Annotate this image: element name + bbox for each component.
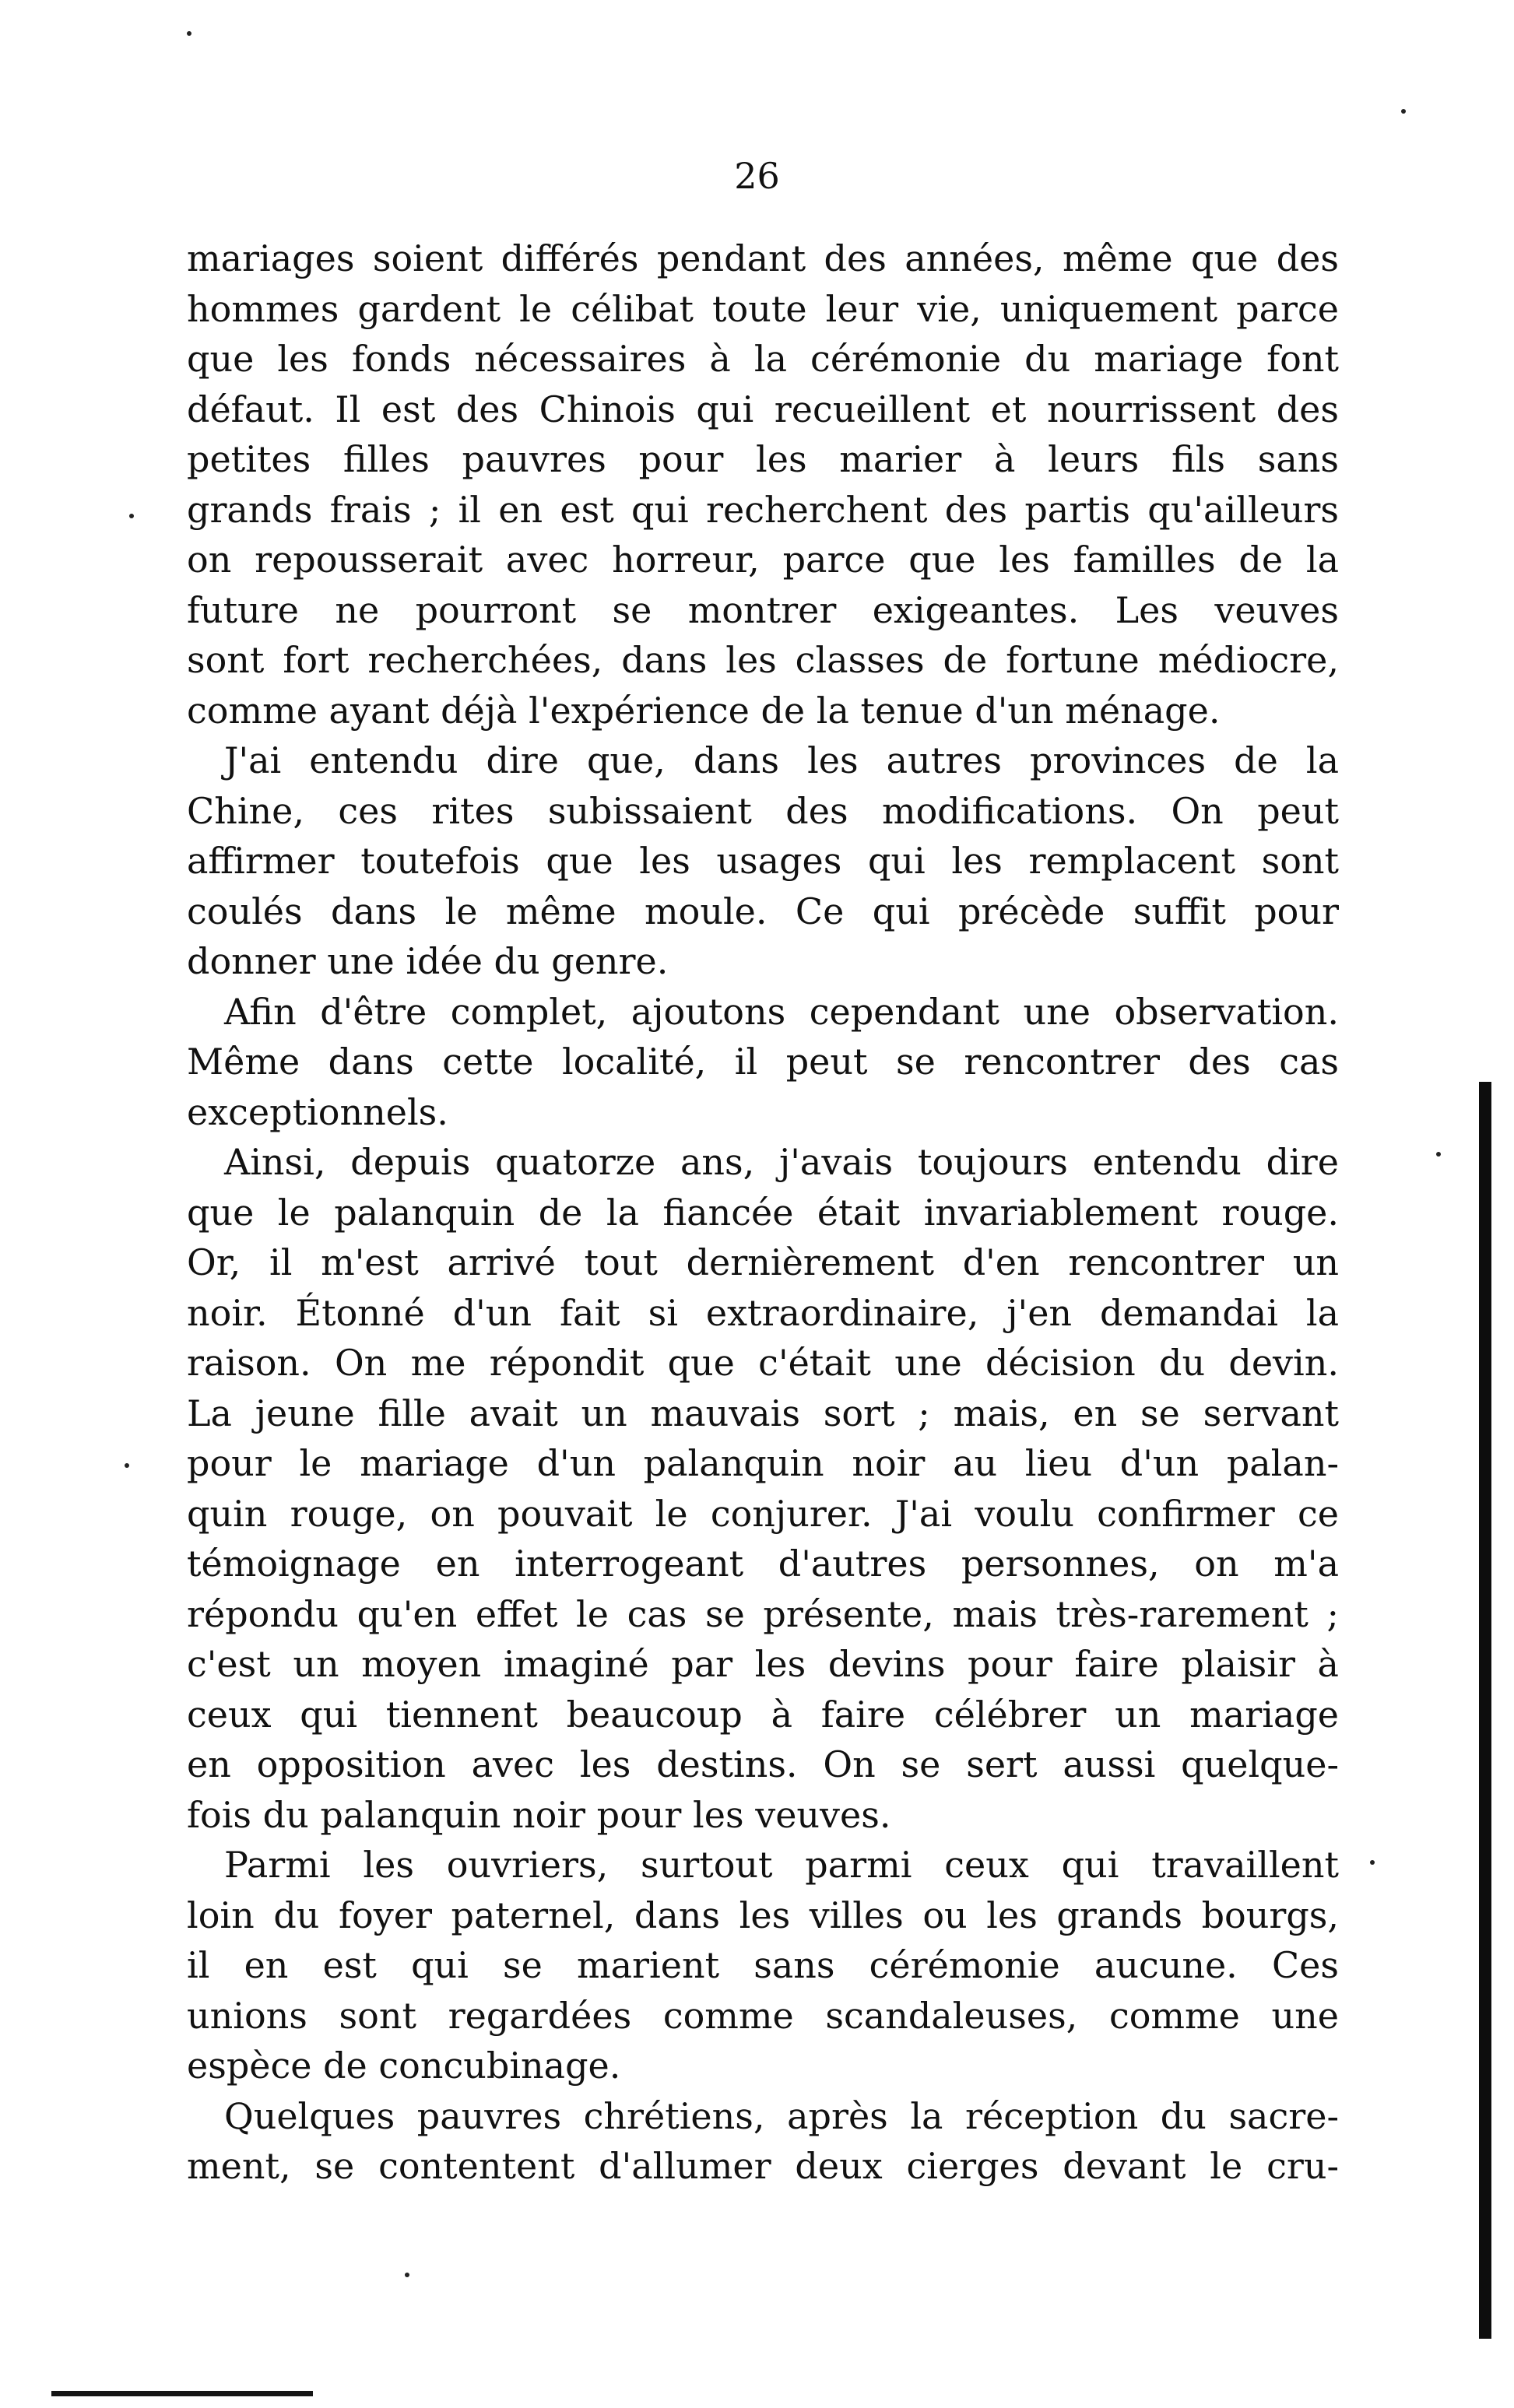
text-line: ment, se contentent d'allumer deux cierges devant le cru- [187,2145,1339,2187]
text-line: future ne pourront se montrer exigeantes. Les veuves [187,588,1339,631]
bottom-rule [51,2391,313,2396]
text-line: loin du foyer paternel, dans les villes ou les grands bourgs, [187,1894,1339,1936]
body-text [187,233,1339,2192]
text-line: J'ai entendu dire que, dans les autres provinces de la [224,739,1339,781]
text-line: exceptionnels. [187,1090,448,1133]
text-line: comme ayant déjà l'expérience de la tenue d'un ménage. [187,689,1221,732]
text-line: espèce de concubinage. [187,2045,621,2087]
text-line: sont fort recherchées, dans les classes de fortune médiocre, [187,639,1339,681]
text-line: donner une idée du genre. [187,940,669,982]
text-line: mariages soient différés pendant des années, même que des [187,237,1339,279]
scan-speck [125,1463,129,1468]
scan-speck [1370,1860,1375,1865]
text-line: La jeune fille avait un mauvais sort ; mais, en se servant [187,1392,1339,1434]
text-line: Même dans cette localité, il peut se rencontrer des cas [187,1041,1339,1083]
text-line: répondu qu'en effet le cas se présente, mais très-rarement ; [187,1592,1339,1635]
text-line: ceux qui tiennent beaucoup à faire célébrer un mariage [187,1693,1339,1736]
text-line: grands frais ; il en est qui recherchent des partis qu'ailleurs [187,488,1339,531]
text-line: raison. On me répondit que c'était une décision du devin. [187,1342,1339,1384]
text-line: que les fonds nécessaires à la cérémonie du mariage font [187,338,1339,380]
text-line: Ainsi, depuis quatorze ans, j'avais toujours entendu dire [224,1141,1339,1183]
text-line: hommes gardent le célibat toute leur vie, uniquement parce [187,287,1339,330]
text-line: noir. Étonné d'un fait si extraordinaire, j'en demandai la [187,1291,1339,1334]
text-line: coulés dans le même moule. Ce qui précède suffit pour [187,890,1339,932]
text-line: unions sont regardées comme scandaleuses, comme une [187,1994,1339,2037]
scan-speck [1436,1152,1441,1157]
text-line: Quelques pauvres chrétiens, après la réception du sacre- [224,2094,1339,2137]
text-line: on repousserait avec horreur, parce que les familles de la [187,539,1339,581]
text-line: il en est qui se marient sans cérémonie aucune. Ces [187,1944,1339,1986]
text-line: c'est un moyen imaginé par les devins pour faire plaisir à [187,1643,1339,1685]
text-line: que le palanquin de la fiancée était invariablement rouge. [187,1191,1339,1234]
scan-speck [129,514,134,518]
text-line: Parmi les ouvriers, surtout parmi ceux qui travaillent [224,1844,1339,1886]
text-line: témoignage en interrogeant d'autres personnes, on m'a [187,1543,1339,1585]
scan-speck [187,31,191,36]
text-line: pour le mariage d'un palanquin noir au lieu d'un palan- [187,1442,1339,1484]
page-number: 26 [734,155,780,197]
page-edge-shadow [1479,1082,1491,2339]
text-line: quin rouge, on pouvait le conjurer. J'ai voulu confirmer ce [187,1492,1339,1535]
text-line: petites filles pauvres pour les marier à leurs fils sans [187,438,1339,480]
text-line: affirmer toutefois que les usages qui les remplacent sont [187,840,1339,882]
scan-speck [1401,109,1406,114]
text-line: Or, il m'est arrivé tout dernièrement d'en rencontrer un [187,1241,1339,1283]
text-line: Afin d'être complet, ajoutons cependant une observation. [224,990,1339,1033]
text-line: Chine, ces rites subissaient des modifications. On peut [187,789,1339,832]
scan-speck [405,2273,409,2277]
text-line: défaut. Il est des Chinois qui recueillent et nourrissent des [187,388,1339,430]
text-line: fois du palanquin noir pour les veuves. [187,1793,891,1836]
text-line: en opposition avec les destins. On se sert aussi quelque- [187,1743,1339,1785]
